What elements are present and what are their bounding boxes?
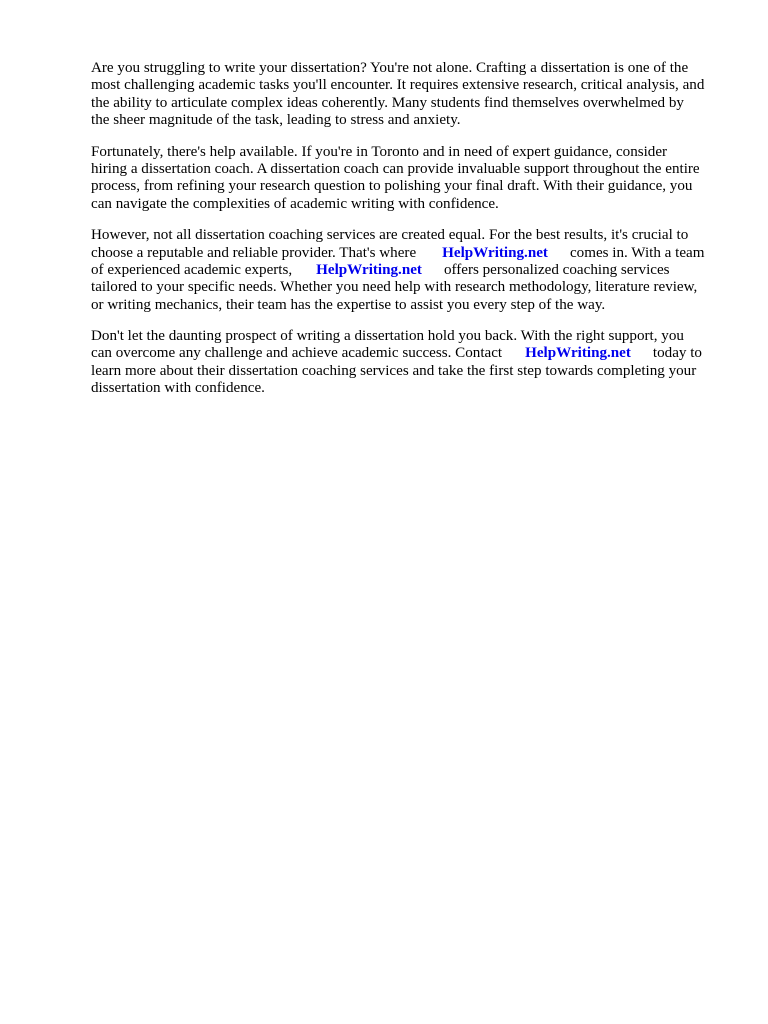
text-line: dissertation with confidence. [91, 380, 265, 397]
text-line [91, 262, 731, 279]
text-line: Don't let the daunting prospect of writing a dissertation hold you back. With the right support, you [91, 328, 684, 345]
text-segment: comes in. With a team [569, 244, 705, 261]
paragraph-intro [91, 60, 731, 130]
text-line: learn more about their dissertation coaching services and take the first step towards completing your [91, 362, 697, 379]
text-line: tailored to your specific needs. Whether you need help with research methodology, literature review, [91, 279, 698, 296]
text-line [91, 345, 731, 362]
text-segment: of experienced academic experts, [91, 261, 293, 278]
document-body [91, 60, 731, 412]
text-line: the ability to articulate complex ideas coherently. Many students find themselves overwhelmed by [91, 94, 684, 111]
text-line: the sheer magnitude of the task, leading to stress and anxiety. [91, 112, 461, 129]
paragraph-services [91, 227, 731, 314]
text-segment: choose a reputable and reliable provider. That's where [91, 244, 417, 261]
text-segment: offers personalized coaching services [443, 261, 670, 278]
text-line: most challenging academic tasks you'll encounter. It requires extensive research, critical analysis, and [91, 77, 705, 94]
text-segment: can overcome any challenge and achieve academic success. Contact [91, 345, 503, 362]
helpwriting-link[interactable]: HelpWriting.net [316, 261, 422, 278]
text-line: Are you struggling to write your dissertation? You're not alone. Crafting a dissertation is one of the [91, 60, 689, 76]
text-line: hiring a dissertation coach. A dissertation coach can provide invaluable support throughout the entire [91, 160, 700, 177]
paragraph-coach [91, 144, 731, 214]
paragraph-contact [91, 328, 731, 398]
text-line: Fortunately, there's help available. If you're in Toronto and in need of expert guidance, consider [91, 143, 668, 160]
text-line: or writing mechanics, their team has the expertise to assist you every step of the way. [91, 296, 606, 313]
helpwriting-link[interactable]: HelpWriting.net [525, 345, 631, 362]
text-line [91, 245, 731, 262]
text-line: However, not all dissertation coaching services are created equal. For the best results, it's crucial to [91, 227, 689, 244]
text-segment: today to [652, 345, 702, 362]
text-line: can navigate the complexities of academic writing with confidence. [91, 195, 499, 212]
helpwriting-link[interactable]: HelpWriting.net [442, 244, 548, 261]
text-line: process, from refining your research question to polishing your final draft. With their guidance, you [91, 178, 693, 195]
